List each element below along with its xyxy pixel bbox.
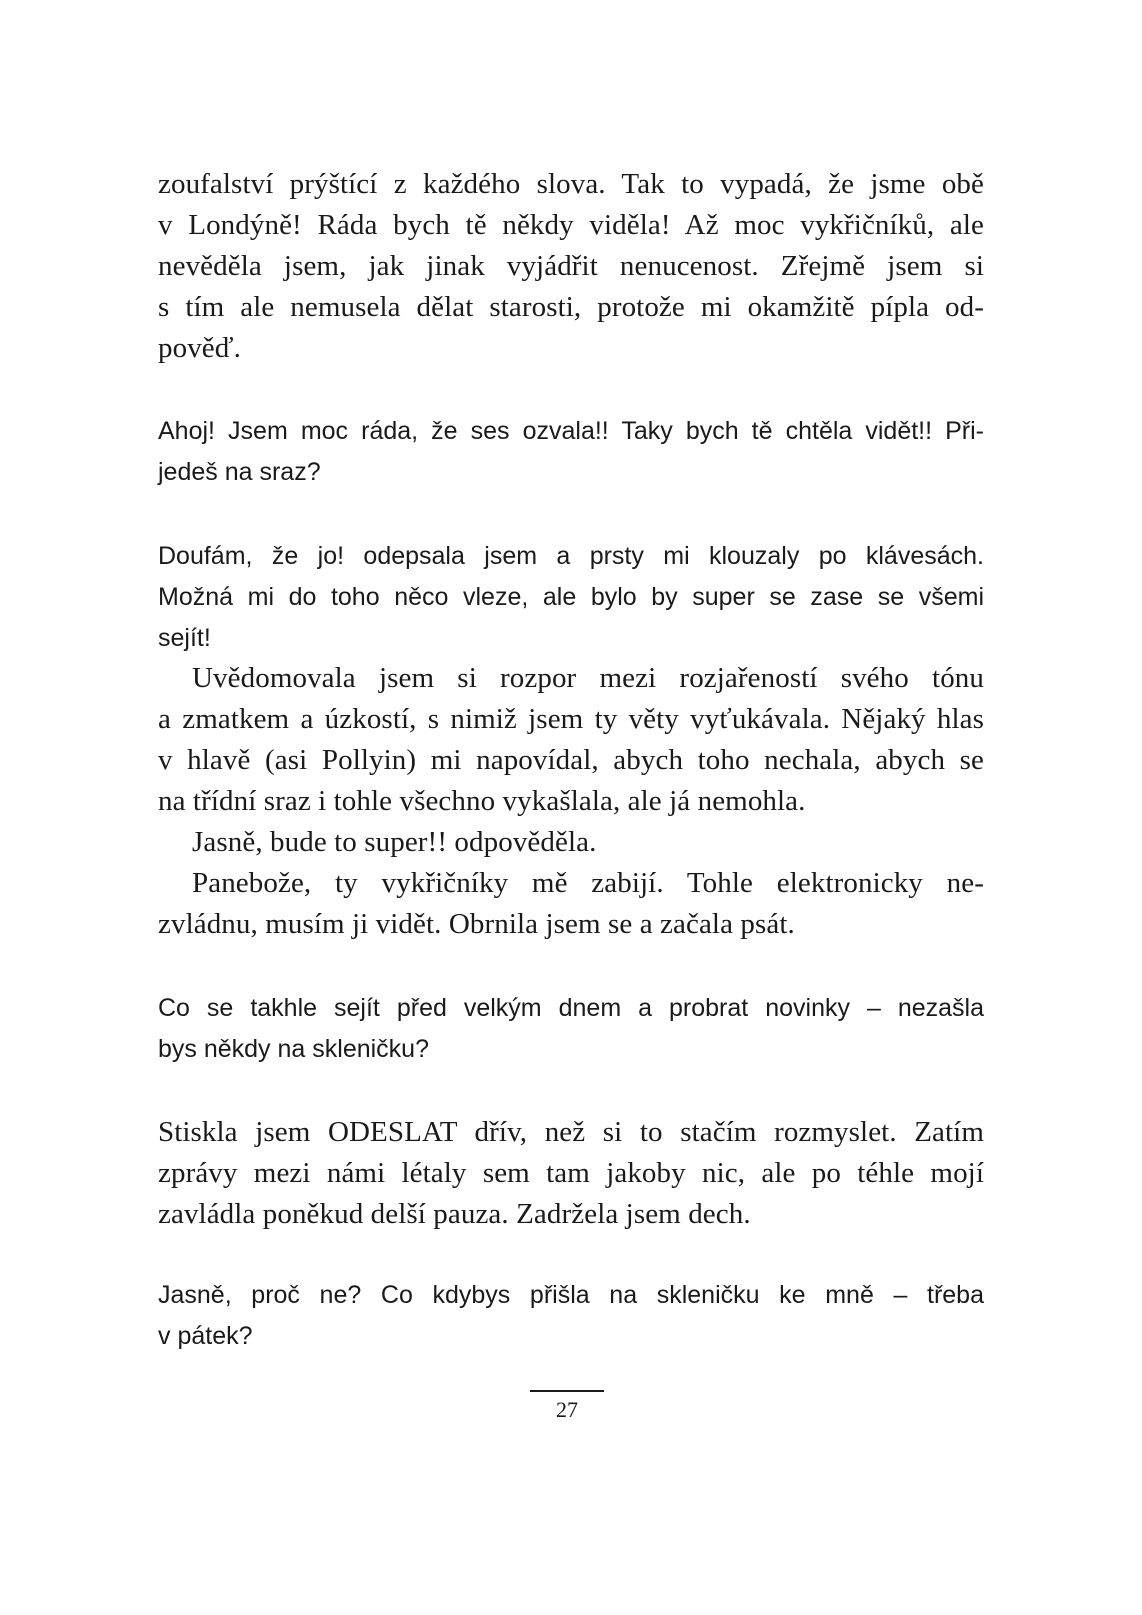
text-line: v Londýně! Ráda bych tě někdy viděla! Až moc vykřičníků, ale <box>158 209 984 241</box>
message-paragraph <box>158 411 984 493</box>
text-line: Stiskla jsem ODESLAT dřív, než si to stačím rozmyslet. Zatím <box>158 1116 984 1148</box>
text-line: zoufalství prýštící z každého slova. Tak to vypadá, že jsme obě <box>158 168 984 200</box>
text-line: zprávy mezi námi létaly sem tam jakoby nic, ale po téhle mojí <box>158 1157 984 1189</box>
message-paragraph <box>158 1275 984 1357</box>
text-line: nevěděla jsem, jak jinak vyjádřit nenucenost. Zřejmě jsem si <box>158 250 984 282</box>
text-line: v hlavě (asi Pollyin) mi napovídal, abych toho nechala, abych se <box>158 744 984 776</box>
text-line: na třídní sraz i tohle všechno vykašlala, ale já nemohla. <box>158 785 806 817</box>
text-line: pověď. <box>158 332 241 364</box>
narrative-paragraph <box>158 1112 984 1235</box>
message-paragraph <box>158 988 984 1070</box>
text-line: zavládla poněkud delší pauza. Zadržela jsem dech. <box>158 1198 751 1230</box>
text-line: jedeš na sraz? <box>158 458 321 486</box>
text-line: Doufám, že jo! odepsala jsem a prsty mi klouzaly po klávesách. <box>158 542 984 570</box>
text-line: sejít! <box>158 624 211 652</box>
text-line: s tím ale nemusela dělat starosti, protože mi okamžitě pípla od- <box>158 291 984 323</box>
text-line: zvládnu, musím ji vidět. Obrnila jsem se a začala psát. <box>158 908 795 940</box>
text-line: v pátek? <box>158 1322 253 1350</box>
text-line: Ahoj! Jsem moc ráda, že ses ozvala!! Taky bych tě chtěla vidět!! Při- <box>158 417 984 445</box>
page-number: 27 <box>556 1397 578 1422</box>
narrative-paragraph <box>158 658 984 945</box>
text-line: bys někdy na skleničku? <box>158 1035 429 1063</box>
text-line: Jasně, proč ne? Co kdybys přišla na skleničku ke mně – třeba <box>158 1281 984 1309</box>
text-line: Panebože, ty vykřičníky mě zabijí. Tohle elektronicky ne- <box>192 867 984 899</box>
narrative-paragraph <box>158 164 984 369</box>
text-line: Uvědomovala jsem si rozpor mezi rozjařeností svého tónu <box>192 662 984 694</box>
text-line: Možná mi do toho něco vleze, ale bylo by super se zase se všemi <box>158 583 984 611</box>
page-number-rule <box>530 1390 604 1392</box>
text-line: a zmatkem a úzkostí, s nimiž jsem ty věty vyťukávala. Nějaký hlas <box>158 703 984 735</box>
text-line: Co se takhle sejít před velkým dnem a probrat novinky – nezašla <box>158 994 984 1022</box>
text-line: Jasně, bude to super!! odpověděla. <box>192 826 597 858</box>
message-paragraph <box>158 536 984 659</box>
